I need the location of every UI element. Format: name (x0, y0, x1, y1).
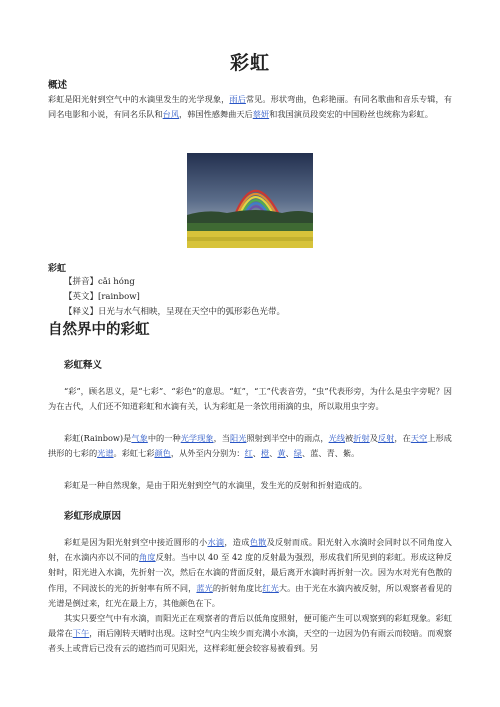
text-run: 、蓝、青、紫。 (302, 448, 360, 459)
text-run: 彩虹是阳光射到空气中的水滴里发生的光学现象， (48, 94, 230, 104)
rainbow-photo (187, 153, 313, 248)
text-run: 彩虹(Rainbow)是 (64, 433, 132, 443)
rainbow-nature-paragraph (48, 478, 452, 493)
inline-link[interactable]: 绿 (293, 448, 302, 459)
text-run: 彩虹是一种自然现象，是由于阳光射到空气的水滴里，发生光的反射和折射造成的。 (64, 480, 367, 490)
meaning-line: 【释义】日光与水气相映，呈现在天空中的弧形彩色光带。 (64, 307, 286, 317)
inline-link[interactable]: 红光 (262, 582, 279, 593)
text-run: 被 (345, 433, 354, 443)
inline-link[interactable]: 红 (244, 448, 253, 459)
text-run: 其实只要空气中有水滴，而阳光正在观察者的背后以低角度照射，便可能产生可以观察到的彩虹现象。彩虹最常在 (48, 613, 452, 639)
inline-link[interactable]: 色散 (249, 537, 267, 547)
rainbow-intro-paragraph (48, 431, 452, 461)
inline-link[interactable]: 光线 (328, 433, 346, 443)
inline-link[interactable]: 光谱 (97, 448, 114, 459)
text-run: 的折射角度比 (212, 582, 263, 593)
section-heading-nature: 自然界中的彩虹 (48, 321, 150, 338)
inline-link[interactable]: 蓝光 (196, 582, 213, 593)
inline-link[interactable]: 蔡妍 (252, 109, 270, 120)
text-run: ，雨后刚转天晴时出现。这时空气内尘埃少而充满小水滴，天空的一边因为仍有雨云而较暗。而观察者头上或背后已没有云的遮挡而可见阳光，这样彩虹便会较容易被看到。另 (48, 628, 452, 654)
text-run: “彩”，顾名思义，是“七彩”、“彩色”的意思。“虹”，“工”代表音劳，“虫”代表形旁，为什么是虫字旁呢？因为在古代，人们还不知道彩虹和水滴有关，认为彩虹是一条饮用雨滴的虫，所以取用虫字旁。 (48, 386, 452, 412)
text-run: ，韩国性感舞曲天后 (179, 109, 253, 120)
inline-link[interactable]: 颜色 (154, 448, 171, 459)
text-run: ，造成 (224, 537, 250, 547)
inline-link[interactable]: 天空 (410, 433, 428, 443)
formation-paragraph (48, 535, 452, 611)
definition-paragraph (48, 384, 452, 414)
text-run: ，在 (394, 433, 411, 443)
text-run: 及反射而成。阳光射入水滴时会同时以不同角度入射，在水滴内亦以不同的 (48, 537, 452, 563)
inline-link[interactable]: 橙 (260, 448, 270, 459)
text-run: 中的一种 (147, 433, 181, 443)
text-run: 、 (269, 448, 278, 459)
inline-link[interactable]: 下午 (72, 628, 90, 639)
inline-link[interactable]: 反射 (377, 433, 395, 443)
text-run: 及 (369, 433, 378, 443)
text-run: 反射。当中以 40 至 42 度的反射最为强烈，形成我们所见到的彩虹。形成这种反射时，阳光进入水滴，先折射一次，然后在水滴的背面反射，最后离开水滴时再折射一次。因为水对光有色散的作用，不同波长的光的折射率有所不同， (48, 552, 452, 593)
text-run: 大。由于光在水滴内被反射，所以观察者看见的光谱是倒过来，红光在最上方，其他颜色在下。 (48, 582, 452, 608)
pinyin-line: 【拼音】cǎi hóng (64, 277, 135, 287)
text-run: 、 (252, 448, 261, 459)
subheading-definition: 彩虹释义 (64, 360, 103, 371)
text-run: 。彩虹七彩 (113, 448, 155, 459)
observation-paragraph (48, 611, 452, 657)
overview-paragraph (48, 92, 452, 122)
text-run: ，当 (213, 433, 230, 443)
text-run: ，从外至内分别为： (170, 448, 245, 459)
inline-link[interactable]: 台风 (162, 109, 180, 120)
text-run: 、 (285, 448, 294, 459)
inline-link[interactable]: 水滴 (207, 537, 225, 547)
text-run: 照射到半空中的雨点， (246, 433, 329, 443)
inline-link[interactable]: 光学现象 (180, 433, 214, 443)
subheading-formation: 彩虹形成原因 (64, 511, 122, 522)
inline-link[interactable]: 雨后 (229, 94, 246, 104)
text-run: 常见。形状弯曲，色彩艳丽。有同名歌曲和音乐专辑，有同名电影和小说，有同名乐队和 (48, 94, 452, 120)
english-line: 【英文】[rainbow] (64, 292, 140, 302)
inline-link[interactable]: 黄 (277, 448, 286, 459)
page-title: 彩虹 (229, 52, 270, 74)
text-run: 彩虹是因为阳光射到空中接近圆形的小 (64, 537, 208, 547)
text-run: 和我国演员段奕宏的中国粉丝也统称为彩虹。 (269, 109, 433, 120)
inline-link[interactable]: 气象 (131, 433, 148, 443)
text-run: 上形成拱形的七彩的 (48, 433, 452, 459)
overview-heading: 概述 (48, 80, 68, 91)
definition-heading: 彩虹 (48, 264, 67, 274)
inline-link[interactable]: 折射 (353, 433, 370, 443)
inline-link[interactable]: 角度 (139, 552, 156, 563)
inline-link[interactable]: 阳光 (230, 433, 247, 443)
